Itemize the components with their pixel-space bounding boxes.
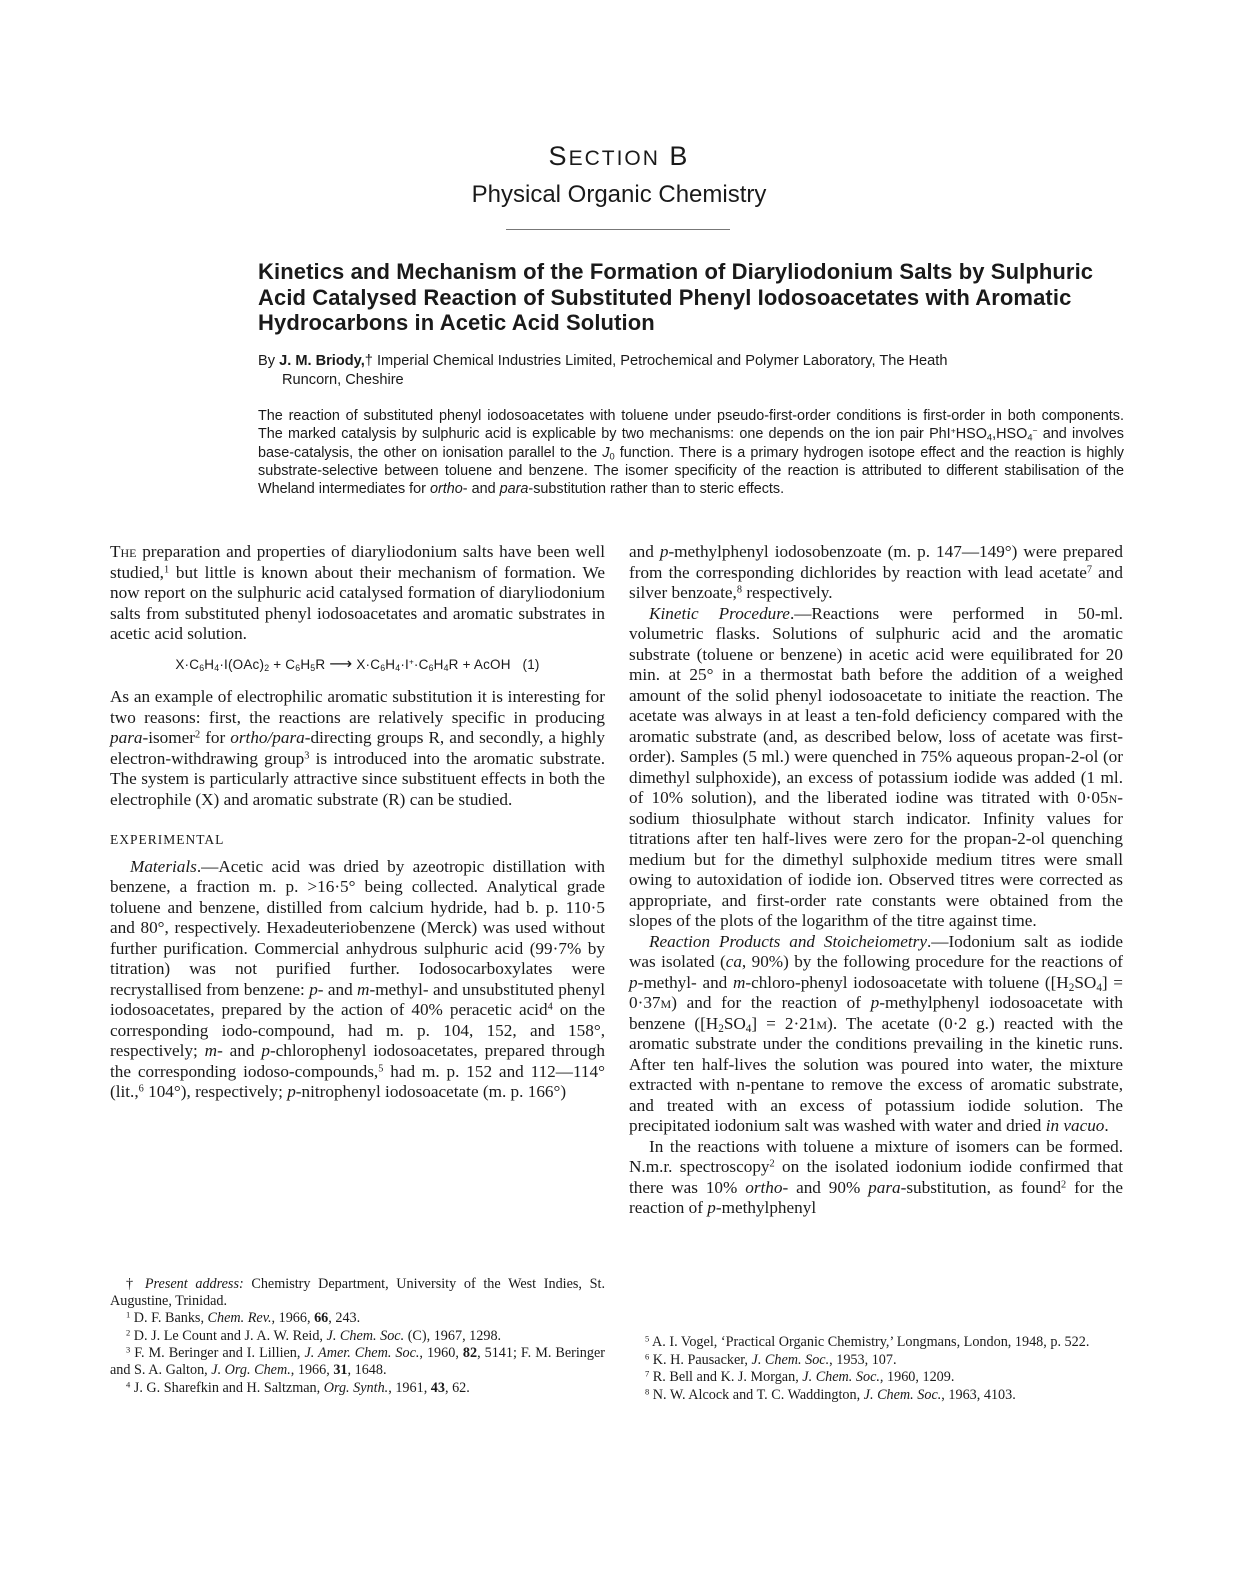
experimental-heading: EXPERIMENTAL [110, 832, 225, 847]
footnote-1: $^1$ D. F. Banks, Chem. Rev., 1966, 66, 243. [126, 1309, 361, 1327]
body-right-column [629, 542, 1123, 1219]
isomers-paragraph: In the reactions with toluene a mixture of isomers can be formed. N.m.r. spectroscopy$^2$ on the isolated iodonium iodide confirmed that there was 10% ortho- and 90% para-substitution, as found$^2$ for the reaction of p-methylphenyl [629, 1136, 1123, 1217]
footnotes-left [110, 1276, 605, 1397]
section-divider [506, 229, 730, 230]
affiliation: Imperial Chemical Industries Limited, Petrochemical and Polymer Laboratory, The Heath [376, 353, 948, 369]
abstract: The reaction of substituted phenyl iodosoacetates with toluene under pseudo-first-order conditions is first-order in both components. The marked catalysis by sulphuric acid is explicable by two mechanisms: one depends on the ion pair $PhI^+HSO_4,HSO_4^-$ and involves base-catalysis, the other on ionisation parallel to the $J_0$ function. There is a primary hydrogen isotope effect and the reaction is highly substrate-selective between toluene and benzene. The isomer specificity of the reaction is attributed to different stabilisation of the Wheland intermediates for ortho- and para-substitution rather than to steric effects. [258, 408, 1125, 498]
section-heading: SECTION B [548, 141, 690, 171]
footnote-2: $^2$ D. J. Le Count and J. A. W. Reid, J. Chem. Soc. (C), 1967, 1298. [126, 1327, 502, 1344]
article-title: Kinetics and Mechanism of the Formation of Diaryliodonium Salts by Sulphuric Acid Catalysed Reaction of Substituted Phenyl Iodosoacetates with Aromatic Hydrocarbons in Acetic Acid Solution [258, 259, 1094, 335]
reaction-equation: $X\cdot C_6H_4\cdot I(OAc)_2 + C_6H_5R$ ⟶ $X\cdot C_6H_4\cdot I^+\cdot C_6H_4R$ + AcOH (1) [175, 655, 540, 673]
footnote-4: $^4$ J. G. Sharefkin and H. Saltzman, Org. Synth., 1961, 43, 62. [126, 1378, 470, 1396]
affiliation-location: Runcorn, Cheshire [282, 372, 404, 388]
footnote-7: $^7$ R. Bell and K. J. Morgan, J. Chem. Soc., 1960, 1209. [645, 1368, 955, 1386]
footnote-3: $^3$ F. M. Beringer and I. Lillien, J. Amer. Chem. Soc., 1960, 82, 5141; F. M. Beringer and S. A. Galton, J. Org. Chem., 1966, 31, 1648. [110, 1344, 606, 1378]
body-left-column [110, 542, 605, 1103]
footnote-address: † Present address: Chemistry Department, University of the West Indies, St. Augustine, Trinidad. [110, 1276, 606, 1309]
section-subtitle: Physical Organic Chemistry [471, 181, 767, 208]
materials-paragraph: Materials.—Acetic acid was dried by azeotropic distillation with benzene, a fraction m. p. >16·5° being collected. Analytical grade toluene and benzene, distilled from calcium hydride, had b. p. 110·5 and 80°, respectively. Hexadeuteriobenzene (Merck) was used without further purification. Commercial anhydrous sulphuric acid (99·7% by titration) was not purified further. Iodosocarboxylates were recrystallised from benzene: p- and m-methyl- and unsubstituted phenyl iodosoacetates, prepared by the action of 40% peracetic acid$^4$ on the corresponding iodo-compound, had m. p. 104, 152, and 158°, respectively; m- and p-chlorophenyl iodosoacetates, prepared through the corresponding iodoso-compounds,$^5$ had m. p. 152 and 112—114° (lit.,$^6$ 104°), respectively; p-nitrophenyl iodosoacetate (m. p. 166°) [110, 856, 606, 1101]
byline: By J. M. Briody,† Imperial Chemical Industries Limited, Petrochemical and Polymer Laboratory, The Heath Runcorn, Cheshire [258, 353, 948, 388]
footnotes-right [629, 1334, 1123, 1404]
kinetic-procedure-paragraph: Kinetic Procedure.—Reactions were performed in 50-ml. volumetric flasks. Solutions of sulphuric acid and the aromatic substrate (toluene or benzene) in acetic acid were equilibrated for 20 min. at 25° in a thermostat bath before the addition of a weighed amount of the solid phenyl iodosoacetate to initiate the reaction. The acetate was always in at least a ten-fold deficiency compared with the aromatic substrate (and, as described below, loss of acetate was first-order). Samples (5 ml.) were quenched in 75% aqueous propan-2-ol (or dimethyl sulphoxide), an excess of potassium iodide was added (1 ml. of 10% solution), and the liberated iodine was titrated with 0·05n-sodium thiosulphate without starch indicator. Infinity values for titrations after ten half-lives were zero for the propan-2-ol quenching medium but for the dimethyl sulphoxide medium titres were small owing to autoxidation of iodide ion. Observed titres were corrected as appropriate, and first-order rate constants were obtained from the slopes of the plots of the logarithm of the titre against time. [629, 603, 1123, 930]
materials-continued: and p-methylphenyl iodosobenzoate (m. p. 147—149°) were prepared from the corresponding dichlorides by reaction with lead acetate$^7$ and silver benzoate,$^8$ respectively. [629, 542, 1123, 602]
footnote-8: $^8$ N. W. Alcock and T. C. Waddington, J. Chem. Soc., 1963, 4103. [645, 1386, 1016, 1403]
author-name: J. M. Briody, [279, 353, 365, 369]
reaction-products-paragraph: Reaction Products and Stoicheiometry.—Iodonium salt as iodide was isolated (ca, 90%) by the following procedure for the reactions of p-methyl- and m-chloro-phenyl iodosoacetate with toluene $([H_2SO_4] = 0\cdot 37m)$ and for the reaction of p-methylphenyl iodosoacetate with benzene $([H_2SO_4] = 2\cdot 21m)$. The acetate (0·2 g.) reacted with the aromatic substrate under the conditions prevailing in the kinetic runs. After ten half-lives the solution was poured into water, the mixture extracted with n-pentane to remove the excess of aromatic substrate, and treated with an excess of potassium iodide solution. The precipitated iodonium salt was washed with water and dried in vacuo. [629, 931, 1124, 1135]
intro-paragraph: The preparation and properties of diaryliodonium salts have been well studied,$^1$ but little is known about their mechanism of formation. We now report on the sulphuric acid catalysed formation of diaryliodonium salts from substituted phenyl iodosoacetates and aromatic substrates in acetic acid solution. [110, 542, 605, 643]
footnote-6: $^6$ K. H. Pausacker, J. Chem. Soc., 1953, 107. [645, 1350, 897, 1368]
motivation-paragraph: As an example of electrophilic aromatic substitution it is interesting for two reasons: first, the reactions are relatively specific in producing para-isomer$^2$ for ortho/para-directing groups R, and secondly, a highly electron-withdrawing group$^3$ is introduced into the aromatic substrate. The system is particularly attractive since substituent effects in both the electrophile (X) and aromatic substrate (R) can be studied. [110, 687, 605, 809]
footnote-5: $^5$ A. I. Vogel, ‘Practical Organic Chemistry,’ Longmans, London, 1948, p. 522. [645, 1333, 1090, 1350]
